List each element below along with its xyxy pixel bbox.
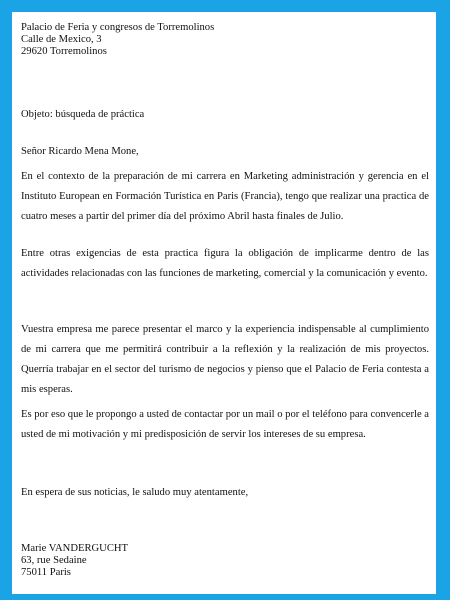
greeting: Señor Ricardo Mena Mone, xyxy=(21,146,139,157)
paragraph-1: En el contexto de la preparación de mi carrera en Marketing administración y gerencia en el Instituto European en Formación Turística en Paris (Francia), tengo que realizar una practica de cuatro meses a partir del primer día del próximo Abril hasta finales de Julio. xyxy=(21,171,429,222)
paragraph-4: Es por eso que le propongo a usted de contactar por un mail o por el teléfono para convencerle a usted de mi motivación y mi predisposición de servir los intereses de su empresa. xyxy=(21,409,429,440)
address-line-1: Palacio de Feria y congresos de Torremolinos xyxy=(21,22,215,33)
signature-block xyxy=(21,543,429,579)
recipient-address xyxy=(21,22,429,58)
paragraph-3: Vuestra empresa me parece presentar el marco y la experiencia indispensable al cumplimiento de mi carrera que me permitirá contribuir a la reflexión y la realización de mis proyectos. Querría trabajar en el sector del turismo de negocios y pienso que el Palacio de Feria contesta a mis esperas. xyxy=(21,324,429,395)
closing-line: En espera de sus noticias, le saludo muy atentamente, xyxy=(21,487,249,498)
letter-page xyxy=(12,12,436,594)
signature-street: 63, rue Sedaine xyxy=(21,555,87,566)
address-line-2: Calle de Mexico, 3 xyxy=(21,34,102,45)
signature-name: Marie VANDERGUCHT xyxy=(21,543,129,554)
subject-line: Objeto: búsqueda de práctica xyxy=(21,109,145,120)
address-line-3: 29620 Torremolinos xyxy=(21,46,107,57)
signature-city: 75011 Paris xyxy=(21,567,71,578)
paragraph-2: Entre otras exigencias de esta practica figura la obligación de implicarme dentro de las actividades relacionadas con las funciones de marketing, comercial y la comunicación y evento. xyxy=(21,248,429,279)
